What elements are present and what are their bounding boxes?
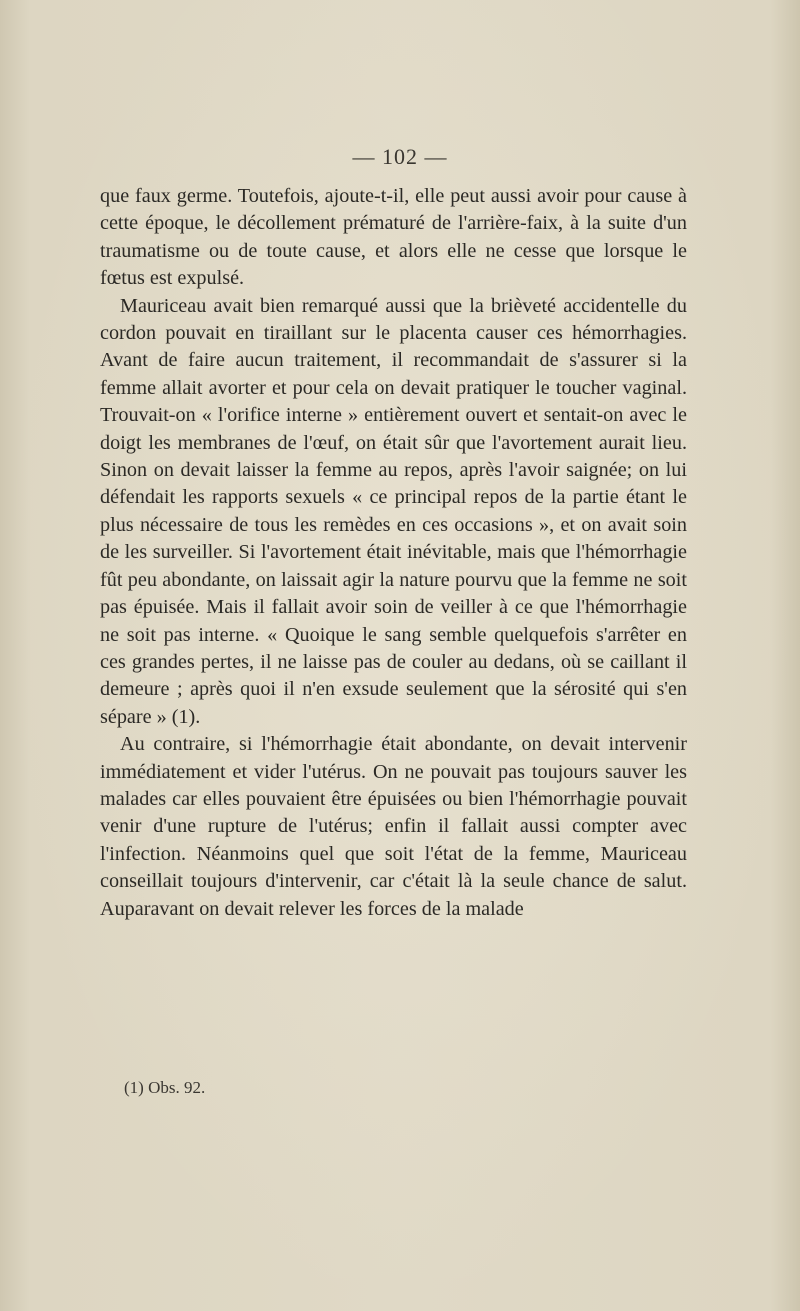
paragraph-au-contraire: Au contraire, si l'hémorrhagie était abondante, on devait intervenir immédiatement et vider l'utérus. On ne pouvait pas toujours sauver les malades car elles pouvaient être épuisées ou bien l'hémorrhagie pouvait venir d'une rupture de l'utérus; enfin il fallait aussi compter avec l'infection. Néanmoins quel que soit l'état de la femme, Mauriceau conseillait toujours d'intervenir, car c'était là la seule chance de salut. Auparavant on devait relever les forces de la malade xyxy=(100,733,687,920)
paragraph-mauriceau: Mauriceau avait bien remarqué aussi que la brièveté accidentelle du cordon pouvait en tiraillant sur le placenta causer ces hémorrhagies. Avant de faire aucun traitement, il recommandait de s'assurer si la femme allait avorter et pour cela on devait pratiquer le toucher vaginal. Trouvait-on « l'orifice interne » entièrement ouvert et sentait-on avec le doigt les membranes de l'œuf, on était sûr que l'avortement aurait lieu. Sinon on devait laisser la femme au repos, après l'avoir saignée; on lui défendait les rapports sexuels « ce principal repos de la partie étant le plus nécessaire de tous les remèdes en ces occasions », et on avait soin de les surveiller. Si l'avortement était inévitable, mais que l'hémorrhagie fût peu abondante, on laissait agir la nature pourvu que la femme ne soit pas épuisée. Mais il fallait avoir soin de veiller à ce que l'hémorrhagie ne soit pas interne. « Quoique le sang semble quelquefois s'arrêter en ces grandes pertes, il ne laisse pas de couler au dedans, où se caillant il demeure ; après quoi il n'en exsude seulement que la sérosité qui s'en sépare » (1). xyxy=(100,294,687,728)
body-text xyxy=(100,183,687,923)
paragraph-continuation: que faux germe. Toutefois, ajoute-t-il, elle peut aussi avoir pour cause à cette époque, le décollement prématuré de l'arrière-faix, à la suite d'un traumatisme ou de toute cause, et alors elle ne cesse que lorsque le fœtus est expulsé. xyxy=(100,185,687,290)
footnote: (1) Obs. 92. xyxy=(124,1078,206,1097)
page-number-header: — 102 — xyxy=(352,144,448,169)
